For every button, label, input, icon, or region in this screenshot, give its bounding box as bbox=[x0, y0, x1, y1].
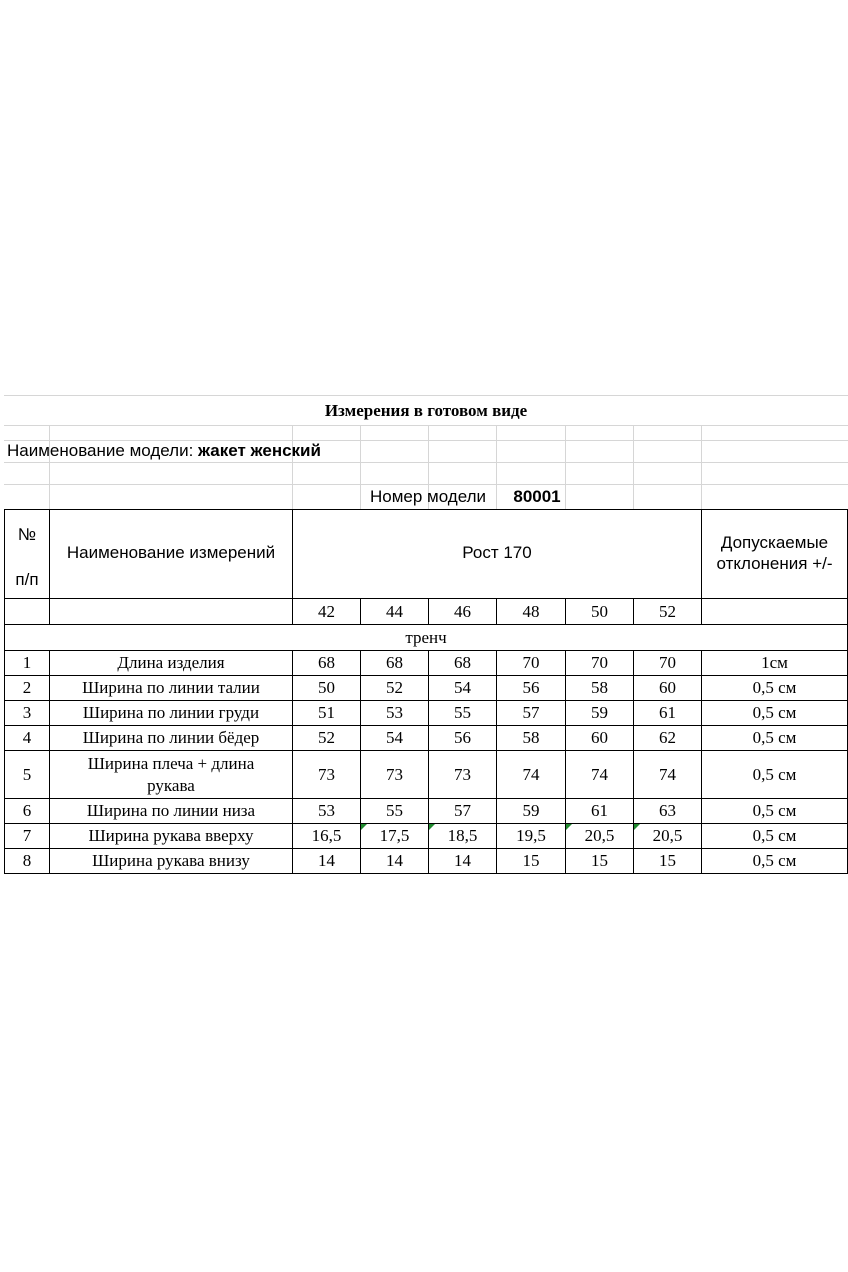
row-value: 54 bbox=[386, 728, 403, 748]
spreadsheet bbox=[4, 395, 848, 875]
row-value: 74 bbox=[591, 764, 608, 784]
row-value: 68 bbox=[454, 653, 471, 673]
border bbox=[4, 509, 848, 510]
number-stored-as-text-marker bbox=[566, 824, 572, 830]
size-label: 48 bbox=[522, 601, 540, 621]
model-number-value: 80001 bbox=[513, 487, 561, 507]
row-value: 70 bbox=[522, 653, 540, 673]
gridline bbox=[633, 425, 634, 509]
row-value: 16,5 bbox=[311, 826, 342, 846]
model-name-label: Наименование модели: bbox=[7, 441, 194, 461]
row-value: 61 bbox=[659, 703, 676, 723]
size-label: 46 bbox=[454, 601, 471, 621]
row-value: 73 bbox=[386, 764, 403, 784]
row-value: 53 bbox=[386, 703, 403, 723]
row-measure-name: Ширина по линии груди bbox=[82, 703, 260, 723]
section-label: тренч bbox=[405, 627, 447, 647]
number-stored-as-text-marker bbox=[361, 824, 367, 830]
size-label: 50 bbox=[591, 601, 608, 621]
row-value: 57 bbox=[522, 703, 540, 723]
gridline bbox=[4, 462, 848, 463]
row-value: 20,5 bbox=[584, 826, 615, 846]
row-number: 8 bbox=[22, 851, 32, 871]
row-value: 70 bbox=[591, 653, 608, 673]
header-num-bottom: п/п bbox=[15, 570, 39, 590]
row-number: 7 bbox=[22, 826, 32, 846]
size-label: 52 bbox=[659, 601, 676, 621]
model-name-value: жакет женский bbox=[198, 441, 321, 461]
row-value: 68 bbox=[318, 653, 335, 673]
row-number: 2 bbox=[22, 678, 32, 698]
number-stored-as-text-marker bbox=[634, 824, 640, 830]
row-value: 63 bbox=[659, 801, 676, 821]
row-tolerance: 0,5 см bbox=[752, 764, 797, 784]
row-value: 15 bbox=[659, 851, 676, 871]
row-value: 15 bbox=[591, 851, 608, 871]
row-tolerance: 0,5 см bbox=[752, 826, 797, 846]
row-value: 70 bbox=[659, 653, 676, 673]
row-measure-name: Ширина по линии талии bbox=[82, 678, 260, 698]
row-value: 61 bbox=[591, 801, 608, 821]
size-label: 42 bbox=[318, 601, 335, 621]
row-value: 15 bbox=[522, 851, 540, 871]
row-value: 68 bbox=[386, 653, 403, 673]
row-measure-name: Ширина по линии бёдер bbox=[82, 728, 260, 748]
row-number: 6 bbox=[22, 801, 32, 821]
row-measure-name: Ширина плеча + длина рукава bbox=[87, 754, 255, 795]
gridline bbox=[701, 425, 702, 509]
row-number: 3 bbox=[22, 703, 32, 723]
row-value: 58 bbox=[591, 678, 608, 698]
row-value: 56 bbox=[454, 728, 471, 748]
row-value: 55 bbox=[386, 801, 403, 821]
row-value: 20,5 bbox=[652, 826, 683, 846]
page-title: Измерения в готовом виде bbox=[324, 401, 528, 421]
row-value: 14 bbox=[454, 851, 471, 871]
row-value: 19,5 bbox=[516, 826, 546, 846]
row-value: 74 bbox=[659, 764, 676, 784]
row-value: 73 bbox=[318, 764, 335, 784]
border bbox=[4, 873, 848, 874]
row-value: 52 bbox=[318, 728, 335, 748]
row-value: 54 bbox=[454, 678, 471, 698]
row-value: 53 bbox=[318, 801, 335, 821]
model-name bbox=[7, 440, 507, 462]
row-number: 5 bbox=[22, 764, 32, 784]
gridline bbox=[292, 425, 293, 509]
number-stored-as-text-marker bbox=[429, 824, 435, 830]
size-label: 44 bbox=[386, 601, 403, 621]
header-num-top: № bbox=[17, 525, 37, 545]
row-measure-name: Ширина рукава внизу bbox=[92, 851, 250, 871]
gridline bbox=[49, 425, 50, 509]
header-height: Рост 170 bbox=[462, 543, 532, 563]
row-value: 59 bbox=[591, 703, 608, 723]
row-measure-name: Длина изделия bbox=[117, 653, 225, 673]
row-tolerance: 0,5 см bbox=[752, 851, 797, 871]
row-value: 14 bbox=[386, 851, 403, 871]
row-tolerance: 1см bbox=[761, 653, 788, 673]
row-value: 51 bbox=[318, 703, 335, 723]
row-tolerance: 0,5 см bbox=[752, 728, 797, 748]
row-number: 1 bbox=[22, 653, 32, 673]
row-value: 60 bbox=[591, 728, 608, 748]
row-value: 14 bbox=[318, 851, 335, 871]
row-tolerance: 0,5 см bbox=[752, 801, 797, 821]
row-number: 4 bbox=[22, 728, 32, 748]
row-value: 56 bbox=[522, 678, 540, 698]
row-value: 17,5 bbox=[379, 826, 410, 846]
row-value: 50 bbox=[318, 678, 335, 698]
row-tolerance: 0,5 см bbox=[752, 678, 797, 698]
row-value: 55 bbox=[454, 703, 471, 723]
row-measure-name: Ширина рукава вверху bbox=[88, 826, 254, 846]
row-value: 57 bbox=[454, 801, 471, 821]
row-value: 52 bbox=[386, 678, 403, 698]
row-value: 59 bbox=[522, 801, 540, 821]
row-value: 62 bbox=[659, 728, 676, 748]
gridline bbox=[4, 395, 848, 396]
row-tolerance: 0,5 см bbox=[752, 703, 797, 723]
gridline bbox=[4, 425, 848, 426]
model-number-label: Номер модели bbox=[369, 487, 487, 507]
row-value: 73 bbox=[454, 764, 471, 784]
row-value: 74 bbox=[522, 764, 540, 784]
row-value: 60 bbox=[659, 678, 676, 698]
header-measure-name: Наименование измерений bbox=[66, 543, 276, 563]
row-value: 18,5 bbox=[447, 826, 478, 846]
row-value: 58 bbox=[522, 728, 540, 748]
row-measure-name: Ширина по линии низа bbox=[86, 801, 256, 821]
header-tolerance: Допускаемые отклонения +/- bbox=[716, 532, 833, 573]
